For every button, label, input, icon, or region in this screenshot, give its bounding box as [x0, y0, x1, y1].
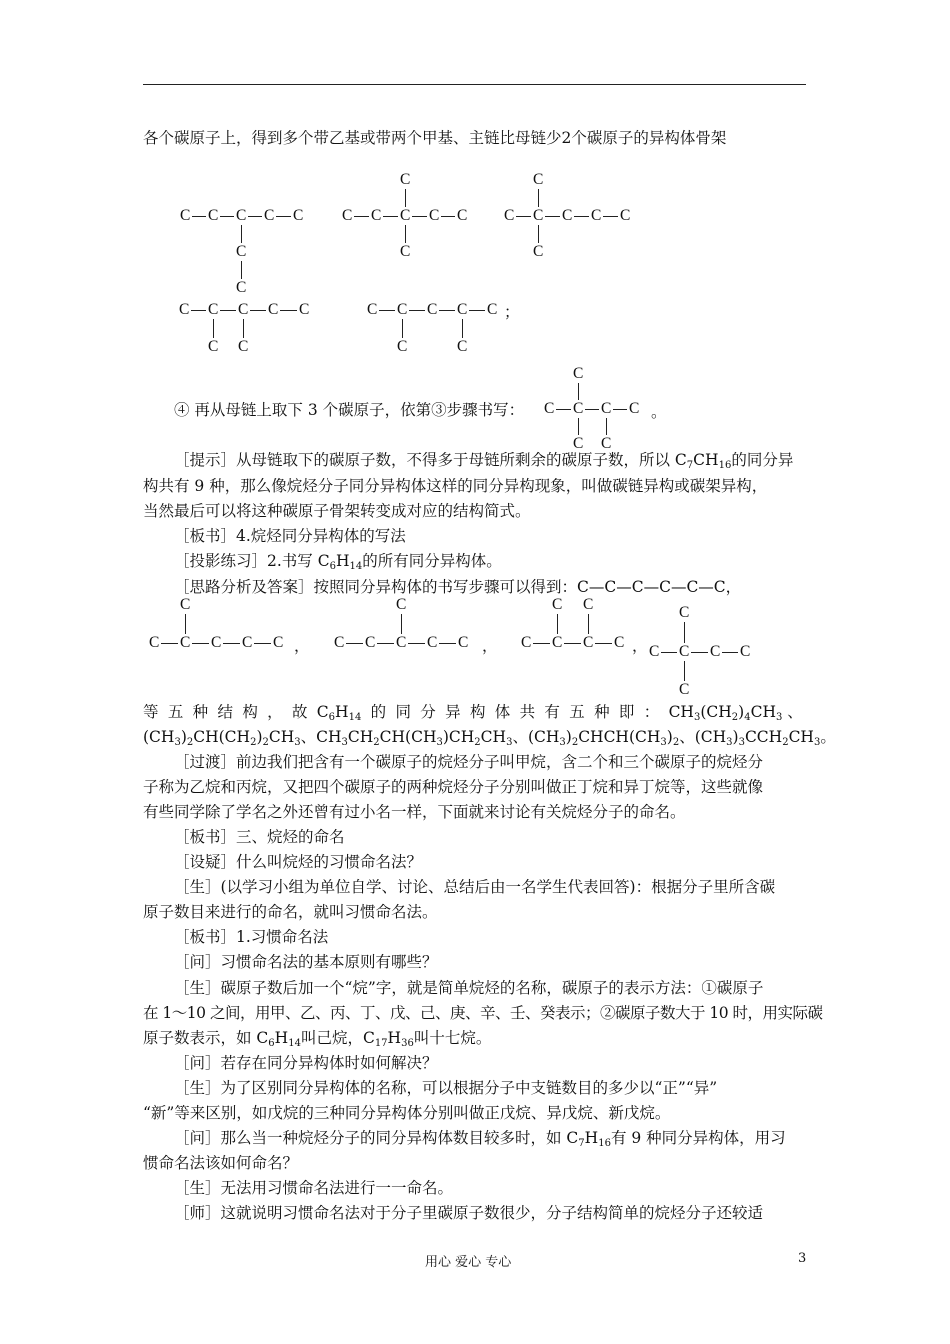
carbon-atom: C — [487, 301, 498, 318]
bond — [533, 643, 550, 644]
carbon-atom: C — [371, 207, 382, 224]
carbon-atom: C — [620, 207, 631, 224]
carbon-atom: C — [458, 634, 469, 651]
carbon-atom: C — [396, 634, 407, 651]
carbon-atom: C — [649, 643, 660, 660]
bond — [564, 643, 581, 644]
bond — [346, 643, 363, 644]
student-line: ［生］为了区别同分异构体的名称，可以根据分子中支链数目的多少以“正”“异” — [174, 1079, 718, 1097]
carbon-atom: C — [273, 634, 284, 651]
word: $C_6H_{14}$ — [316, 703, 362, 723]
hint-line-3: 当然最后可以将这种碳原子骨架转变成对应的结构简式。 — [143, 502, 531, 520]
word: ： — [643, 703, 660, 721]
carbon-atom: C — [679, 643, 690, 660]
transition-line-3: 有些同学除了学名之外还曾有过小名一样，下面就来讨论有关烷烃分子的命名。 — [143, 803, 686, 821]
student-line-1: ［生］(以学习小组为单位自学、讨论、总结后由一名学生代表回答)：根据分子里所含碳 — [174, 878, 776, 896]
bond — [684, 622, 685, 643]
carbon-atom: C — [601, 400, 612, 417]
carbon-atom: C — [179, 301, 190, 318]
carbon-atom: C — [149, 634, 160, 651]
carbon-atom: C — [396, 596, 407, 613]
word: 五 — [167, 703, 184, 721]
bond — [191, 310, 206, 311]
bond — [161, 643, 178, 644]
bond — [556, 409, 571, 410]
bond — [377, 643, 394, 644]
board-line: ［板书］1.习惯命名法 — [174, 928, 329, 946]
bond — [408, 643, 425, 644]
bond — [661, 652, 677, 653]
carbon-atom: C — [400, 171, 411, 188]
carbon-atom: C — [208, 301, 219, 318]
carbon-atom: C — [397, 301, 408, 318]
comma-mark: ， — [294, 637, 310, 655]
question-line: ［问］若存在同分异构体时如何解决？ — [174, 1054, 438, 1072]
page-number: 3 — [798, 1251, 807, 1266]
carbon-atom: C — [552, 596, 563, 613]
bond — [684, 661, 685, 681]
student-line: “新”等来区别，如戊烷的三种同分异构体分别叫做正戊烷、异戊烷、新戊烷。 — [143, 1104, 671, 1122]
question-line: 惯命名法该如何命名？ — [143, 1154, 299, 1172]
carbon-atom: C — [264, 207, 275, 224]
teacher-line: ［师］这就说明习惯命名法对于分子里碳原子数很少，分子结构简单的烷烃分子还较适 — [174, 1204, 764, 1222]
word: 分 — [420, 703, 436, 721]
carbon-atom: C — [591, 207, 602, 224]
carbon-atom: C — [238, 338, 249, 355]
bond — [383, 216, 398, 217]
word: 五 — [569, 703, 585, 721]
bond — [613, 409, 627, 410]
carbon-atom: C — [180, 596, 191, 613]
bond — [595, 643, 612, 644]
carbon-atom: C — [429, 207, 440, 224]
carbon-atom: C — [740, 643, 751, 660]
carbon-atom: C — [242, 634, 253, 651]
carbon-atom: C — [457, 301, 468, 318]
step4-text: ④ 再从母链上取下 3 个碳原子，依第③步骤书写： — [174, 401, 525, 419]
bond — [462, 319, 463, 338]
carbon-atom: C — [238, 301, 249, 318]
carbon-atom: C — [533, 243, 544, 260]
carbon-atom: C — [427, 301, 438, 318]
carbon-atom: C — [457, 207, 468, 224]
word: 即 — [618, 703, 635, 721]
carbon-atom: C — [268, 301, 279, 318]
bond — [192, 643, 209, 644]
bond — [223, 643, 240, 644]
question-line: ［问］习惯命名法的基本原则有哪些？ — [174, 953, 438, 971]
carbon-atom: C — [614, 634, 625, 651]
carbon-atom: C — [236, 279, 247, 296]
word: ， — [267, 703, 283, 721]
student-line: ［生］无法用习惯命名法进行一一命名。 — [174, 1179, 454, 1197]
bond — [241, 225, 242, 243]
carbon-atom: C — [544, 400, 555, 417]
carbon-atom: C — [397, 338, 408, 355]
bond — [213, 319, 214, 338]
bond — [405, 225, 406, 243]
bond — [574, 216, 589, 217]
header-rule — [143, 84, 806, 85]
carbon-atom: C — [573, 365, 584, 382]
hint-line-1: ［提示］从母链取下的碳原子数，不得多于母链所剩余的碳原子数，所以 $C_7CH_{16}$的同分异 — [174, 451, 794, 471]
carbon-atom: C — [573, 435, 584, 452]
bond — [409, 310, 425, 311]
bond — [248, 216, 262, 217]
bond — [441, 216, 455, 217]
carbon-atom: C — [533, 207, 544, 224]
bond — [276, 216, 291, 217]
comma-mark: ， — [632, 637, 648, 655]
carbon-atom: C — [208, 207, 219, 224]
carbon-atom: C — [293, 207, 304, 224]
carbon-atom: C — [211, 634, 222, 651]
bond — [243, 319, 244, 338]
carbon-atom: C — [334, 634, 345, 651]
carbon-atom: C — [299, 301, 310, 318]
student-line-2: 原子数目来进行的命名，就叫习惯命名法。 — [143, 903, 438, 921]
bond — [379, 310, 395, 311]
student-line: 原子数表示，如 $C_6H_{14}$叫己烷，$C_{17}H_{36}$叫十七烷。 — [143, 1029, 492, 1049]
carbon-atom: C — [427, 634, 438, 651]
bond — [538, 189, 539, 207]
bond — [516, 216, 531, 217]
formulas-line: $(CH_3)_2CH(CH_2)_2CH_3$、$CH_3CH_2CH(CH_3)CH_2CH_3$、$(CH_3)_2CHCH(CH_3)_2$、$(CH_3)_3CCH_2CH_3$。 — [143, 728, 836, 748]
bond — [250, 310, 266, 311]
bond — [691, 652, 708, 653]
bond — [469, 310, 485, 311]
word: 构 — [242, 703, 258, 721]
carbon-atom: C — [504, 207, 515, 224]
word: 体 — [494, 703, 511, 721]
bond — [185, 614, 186, 634]
comma-mark: ， — [482, 637, 498, 655]
semicolon-mark: ； — [504, 303, 520, 321]
analysis-line: ［思路分析及答案］按照同分异构体的书写步骤可以得到：C—C—C—C—C—C， — [174, 578, 742, 596]
bond — [354, 216, 369, 217]
student-line: ［生］碳原子数后加一个“烷”字，就是简单烷烃的名称，碳原子的表示方法：①碳原子 — [174, 979, 764, 997]
carbon-atom: C — [629, 400, 640, 417]
carbon-atom: C — [552, 634, 563, 651]
carbon-atom: C — [583, 596, 594, 613]
bond — [405, 189, 406, 207]
question-line: ［问］那么当一种烷烃分子的同分异构体数目较多时，如 $C_7H_{16}$有 9 种同分异构体，用习 — [174, 1129, 786, 1149]
carbon-atom: C — [342, 207, 353, 224]
word: 共 — [519, 703, 536, 721]
carbon-atom: C — [521, 634, 532, 651]
word: 种 — [594, 703, 610, 721]
formula: $CH_3(CH_2)_4CH_3$ 、 — [668, 703, 803, 723]
transition-line-1: ［过渡］前边我们把含有一个碳原子的烷烃分子叫甲烷，含二个和三个碳原子的烷烃分 — [174, 753, 764, 771]
bond — [412, 216, 427, 217]
bond — [241, 261, 242, 279]
bond — [545, 216, 560, 217]
board-line: ［板书］三、烷烃的命名 — [174, 828, 345, 846]
period-mark: 。 — [651, 403, 667, 421]
bond — [557, 614, 558, 634]
carbon-atom: C — [180, 207, 191, 224]
carbon-atom: C — [710, 643, 721, 660]
bond — [254, 643, 271, 644]
carbon-atom: C — [583, 634, 594, 651]
transition-line-2: 子称为乙烷和丙烷，又把四个碳原子的两种烷烃分子分别叫做正丁烷和异丁烷等，这些就像 — [143, 778, 764, 796]
word: 异 — [445, 703, 461, 721]
carbon-atom: C — [679, 681, 690, 698]
word: 同 — [395, 703, 411, 721]
five-structures-line — [143, 700, 803, 725]
bond — [439, 310, 455, 311]
bond — [192, 216, 206, 217]
bond — [585, 409, 599, 410]
word: 有 — [544, 703, 560, 721]
bond — [603, 216, 618, 217]
carbon-atom: C — [573, 400, 584, 417]
bond — [578, 383, 579, 400]
bond — [606, 418, 607, 435]
bond — [722, 652, 738, 653]
carbon-atom: C — [400, 207, 411, 224]
bond — [538, 225, 539, 243]
carbon-atom: C — [365, 634, 376, 651]
student-line: 在 1～10 之间，用甲、乙、丙、丁、戊、己、庚、辛、壬、癸表示；②碳原子数大于 10 时，用实际碳 — [143, 1004, 823, 1022]
carbon-atom: C — [208, 338, 219, 355]
word: 故 — [291, 703, 308, 721]
bond — [588, 614, 589, 634]
bond — [402, 319, 403, 338]
bond — [439, 643, 456, 644]
carbon-atom: C — [367, 301, 378, 318]
footer-motto: 用心 爱心 专心 — [425, 1255, 512, 1270]
word: 种 — [192, 703, 209, 721]
hint-line-2: 构共有 9 种，那么像烷烃分子同分异构体这样的同分异构现象，叫做碳链异构或碳架异构， — [143, 477, 768, 495]
word: 结 — [217, 703, 233, 721]
bond — [578, 418, 579, 435]
word: 的 — [370, 703, 387, 721]
word: 构 — [469, 703, 486, 721]
carbon-atom: C — [533, 171, 544, 188]
carbon-atom: C — [236, 207, 247, 224]
question-line: ［设疑］什么叫烷烃的习惯命名法？ — [174, 853, 423, 871]
board-line: ［板书］4.烷烃同分异构体的写法 — [174, 527, 406, 545]
bond — [280, 310, 297, 311]
carbon-atom: C — [180, 634, 191, 651]
bond — [220, 216, 234, 217]
word: 等 — [143, 703, 159, 721]
carbon-atom: C — [601, 435, 612, 452]
carbon-atom: C — [562, 207, 573, 224]
carbon-atom: C — [679, 604, 690, 621]
carbon-atom: C — [236, 243, 247, 260]
bond — [220, 310, 236, 311]
text-line: 各个碳原子上，得到多个带乙基或带两个甲基、主链比母链少2个碳原子的异构体骨架 — [143, 129, 727, 147]
carbon-atom: C — [400, 243, 411, 260]
projection-line: ［投影练习］2.书写 $C_6H_{14}$的所有同分异构体。 — [174, 552, 502, 572]
bond — [401, 614, 402, 634]
carbon-atom: C — [457, 338, 468, 355]
